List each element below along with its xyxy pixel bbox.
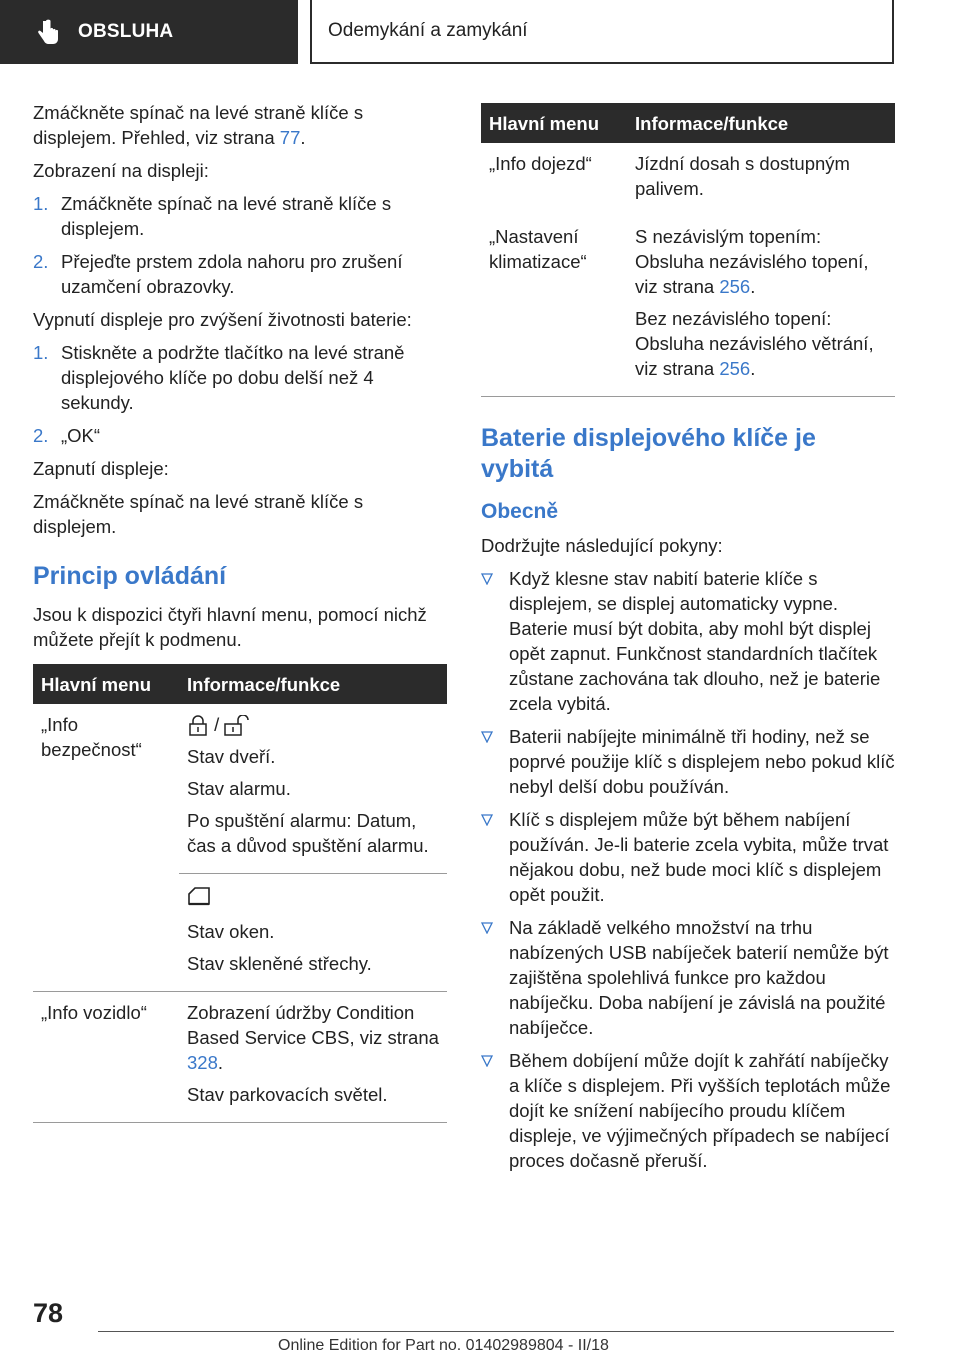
page-number: 78 [33,1298,64,1328]
list-item: Když klesne stav nabití baterie klíče s displejem, se displej automaticky vypne. Baterie musí být dobita, aby mohl být displej opět zapnut. Funkčnost standardních tlačítek zůstane zachována tak dlouho, než je baterie zcela vybitá. [481,566,895,716]
switch-off-heading: Vypnutí displeje pro zvýšení životnosti baterie: [33,309,412,330]
display-steps [33,191,447,299]
switch-off-steps [33,340,447,448]
list-item: 2. Přejeďte prstem zdola nahoru pro zrušení uzamčení obrazovky. [33,251,403,297]
table-row [33,704,447,874]
bullet-triangle-icon [481,731,493,743]
switch-on-text: Zmáčkněte spínač na levé straně klíče s displejem. [33,491,364,537]
list-item: Na základě velkého množství na trhu nabízených USB nabíječek baterií nemůže být zajištěna spolehlivá funkce pro každou nabíječku. Doba nabíjení je závislá na použité nabíječce. [481,915,895,1040]
table-cell-info: S nezávislým topením: Obsluha nezávislého topení, viz strana 256. Bez nezávislého topení: Obsluha nezávislého větrání, viz strana 256. [627,216,895,397]
table-header: Hlavní menu [481,103,627,143]
table-row [481,143,895,216]
menu-table [481,103,895,397]
hand-pointer-icon [36,18,64,46]
table-header-row [33,664,447,704]
list-item: 1. Stiskněte a podržte tlačítko na levé straně displejového klíče po dobu delší než 4 sekundy. [33,342,405,413]
bullet-triangle-icon [481,814,493,826]
table-cell-info: Zobrazení údržby Condition Based Service CBS, viz strana 328. Stav parkovacích světel. [179,992,447,1123]
list-item: 1. Zmáčkněte spínač na levé straně klíče s displejem. [33,193,392,239]
table-header-row [481,103,895,143]
principle-heading: Princip ovládání [33,562,227,590]
list-item: 2. „OK“ [33,425,101,446]
list-item: Baterii nabíjejte minimálně tři hodiny, než se poprvé použije klíč s displejem nebo pokud klíč nebyl delší dobu používán. [481,724,895,799]
switch-on-heading: Zapnutí displeje: [33,458,169,479]
topic-header [310,0,894,64]
table-header: Informace/funkce [627,103,895,143]
window-icon [187,886,211,906]
display-on-heading: Zobrazení na displeji: [33,160,209,181]
general-heading: Obecně [481,500,559,523]
table-cell-info: / Stav dveří. Stav alarmu. Po spuštění alarmu: Datum, čas a důvod spuštění alarmu. [179,704,447,874]
battery-heading: Baterie displejového klíče je vybitá [481,424,816,483]
intro-paragraph: Zmáčkněte spínač na levé straně klíče s displejem. Přehled, viz strana 77. [33,102,364,148]
page-link[interactable]: 328 [187,1052,218,1074]
table-cell-menu: „Info bezpečnost“ [33,704,179,992]
table-cell-menu: „Info dojezd“ [489,153,592,174]
lock-open-icon [224,715,250,737]
right-column [481,103,895,1181]
bullet-triangle-icon [481,1055,493,1067]
footer-divider [98,1331,894,1332]
table-header: Informace/funkce [179,664,447,704]
topic-title: Odemykání a zamykání [328,20,528,41]
section-title: OBSLUHA [78,21,174,42]
page-link[interactable]: 256 [719,276,751,297]
table-cell-menu: „Info vozidlo“ [33,992,179,1123]
page-link[interactable]: 77 [279,127,301,148]
header-section-tab [0,0,298,64]
table-row [481,216,895,397]
list-item: Klíč s displejem může být během nabíjení používán. Je-li baterie zcela vybita, může trvat nějakou dobu, než bude moci klíč s displejem opět použit. [481,807,895,907]
table-header: Hlavní menu [33,664,179,704]
list-item: Během dobíjení může dojít k zahřátí nabíječky a klíče s displejem. Při vyšších teplotách může dojít ke snížení nabíjecího proudu klíčem displeje, ve výjimečných případech se nabíjecí proces dočasně přeruší. [481,1048,895,1173]
lock-closed-icon [187,715,209,737]
menu-table [33,664,447,1123]
footer-edition: Online Edition for Part no. 01402989804 - II/18 [278,1337,609,1354]
page-link[interactable]: 256 [719,358,751,379]
table-cell-info: Jízdní dosah s dostupným palivem. [635,153,850,199]
left-column [33,100,447,1123]
table-cell-menu: „Nastavení klimatizace“ [481,216,627,397]
general-intro: Dodržujte následující pokyny: [481,535,723,556]
table-cell-info: Stav oken. Stav skleněné střechy. [179,874,447,992]
lock-icons: / [187,712,439,737]
instruction-list [481,566,895,1173]
table-row [33,992,447,1123]
principle-text: Jsou k dispozici čtyři hlavní menu, pomocí nichž můžete přejít k podmenu. [33,604,427,650]
bullet-triangle-icon [481,922,493,934]
bullet-triangle-icon [481,573,493,585]
